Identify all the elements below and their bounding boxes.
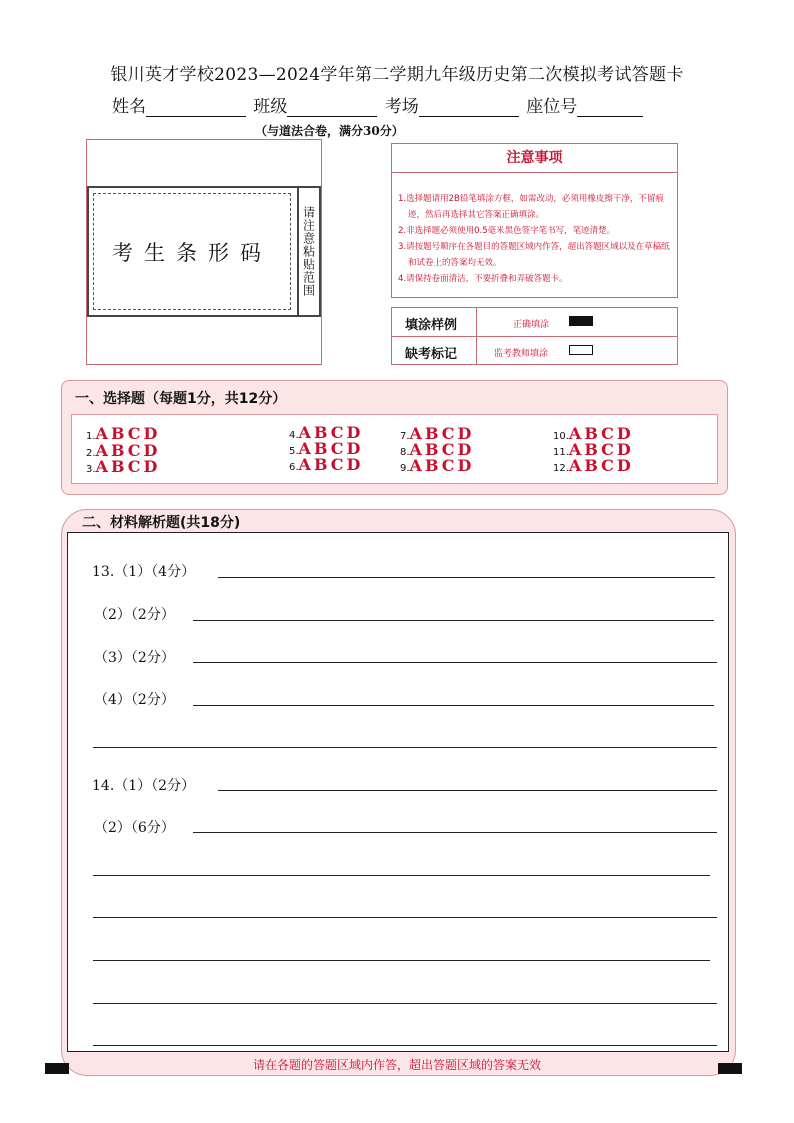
absent-text: 监考教师填涂 [494, 349, 549, 359]
notice-item: 1.选择题请用2B铅笔填涂方框，如需改动，必须用橡皮擦干净，不留痕迹，然后再选择其它答案正确填涂。 [398, 194, 664, 220]
page-title: 银川英才学校2023—2024学年第二学期九年级历史第二次模拟考试答题卡 [110, 65, 684, 85]
section-analysis-title: 二、材料解析题(共18分) [82, 515, 241, 531]
choice-question[interactable]: 1.ABCD [86, 424, 161, 443]
answer-line[interactable] [218, 577, 715, 578]
paste-range-box [298, 186, 321, 317]
notice-list [398, 191, 674, 287]
notice-item: 3.请按题号顺序在各题目的答题区域内作答，超出答题区域以及在草稿纸和试卷上的答案均无效。 [398, 242, 670, 268]
answer-line[interactable] [93, 875, 710, 876]
class-label: 班级 [253, 97, 288, 117]
seat-label: 座位号 [526, 97, 578, 117]
question-label: （3）（2分） [94, 650, 175, 666]
room-field[interactable] [419, 98, 519, 117]
section-choice-title: 一、选择题（每题1分，共12分） [75, 391, 287, 407]
fill-sample-text: 正确填涂 [513, 320, 550, 330]
name-field[interactable] [146, 98, 246, 117]
answer-line[interactable] [218, 790, 717, 791]
student-info-row [112, 92, 645, 117]
question-label: 14.（1）（2分） [92, 778, 196, 794]
answer-line[interactable] [193, 705, 714, 706]
absent-label: 缺考标记 [405, 347, 458, 362]
alignment-mark [718, 1063, 742, 1074]
notice-item: 2.非选择题必须使用0.5毫米黑色签字笔书写，笔迹清楚。 [398, 226, 616, 236]
footer-warning: 请在各题的答题区域内作答，超出答题区域的答案无效 [252, 1058, 541, 1072]
answer-line[interactable] [93, 960, 710, 961]
answer-line[interactable] [93, 1003, 717, 1004]
answer-line[interactable] [93, 1045, 717, 1046]
name-label: 姓名 [112, 97, 146, 117]
choice-question[interactable]: 3.ABCD [86, 457, 161, 476]
notice-title: 注意事项 [391, 143, 678, 173]
notice-item: 4.请保持卷面清洁，不要折叠和弄破答题卡。 [398, 274, 568, 284]
alignment-mark [45, 1063, 69, 1074]
paste-range-hint: 请注意粘贴范围 [301, 206, 316, 297]
question-label: 13.（1）（4分） [92, 564, 196, 580]
divider [476, 307, 477, 365]
choice-question[interactable]: 12.ABCD [553, 456, 634, 475]
choice-question[interactable]: 9.ABCD [400, 456, 475, 475]
seat-field[interactable] [577, 98, 643, 117]
class-field[interactable] [287, 98, 377, 117]
choice-question[interactable]: 7.ABCD [400, 424, 475, 443]
answer-line[interactable] [93, 917, 717, 918]
choice-question[interactable]: 8.ABCD [400, 440, 475, 459]
choice-question[interactable]: 2.ABCD [86, 441, 161, 460]
answer-line[interactable] [193, 662, 717, 663]
choice-question[interactable]: 11.ABCD [553, 440, 634, 459]
question-label: （2）（6分） [94, 820, 175, 836]
divider [391, 336, 678, 337]
absent-mark-box[interactable] [569, 345, 593, 355]
question-label: （4）（2分） [94, 692, 175, 708]
fill-sample-label: 填涂样例 [405, 318, 458, 333]
choice-question[interactable]: 10.ABCD [553, 424, 634, 443]
choice-question[interactable]: 4.ABCD [289, 423, 364, 442]
answer-line[interactable] [193, 832, 717, 833]
score-note: （与道法合卷，满分30分） [255, 124, 404, 138]
choice-question[interactable]: 5.ABCD [289, 439, 364, 458]
question-label: （2）（2分） [94, 607, 175, 623]
room-label: 考场 [384, 97, 419, 117]
barcode-label: 考生条形码 [93, 193, 291, 310]
answer-line[interactable] [193, 620, 714, 621]
choice-question[interactable]: 6.ABCD [289, 455, 364, 474]
answer-line[interactable] [93, 747, 717, 748]
filled-swatch [569, 316, 593, 326]
